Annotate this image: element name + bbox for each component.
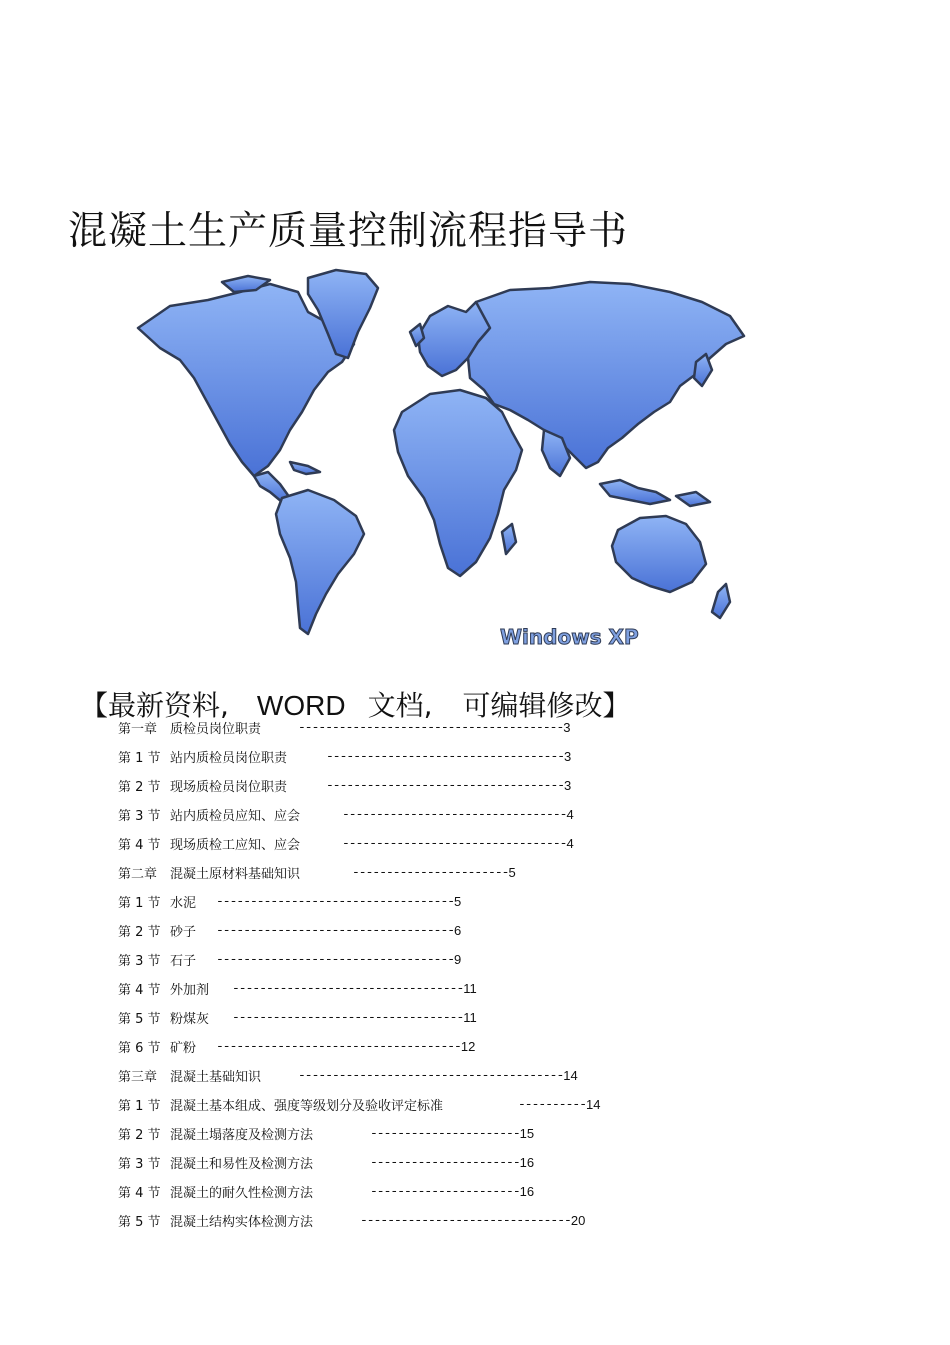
subtitle-middle: 文档, (367, 689, 433, 722)
toc-entry-number: 第 6 节 (118, 1040, 161, 1056)
toc-entry-label: 现场质检工应知、应会 (170, 837, 301, 853)
toc-entry (118, 1035, 475, 1057)
subtitle-open: 【最新资料, (80, 689, 229, 722)
toc-entry-page: 3 (564, 748, 572, 764)
document-title: 混凝土生产质量控制流程指导书 (68, 209, 629, 254)
toc-leader-dashes: ------------------------------- (360, 1212, 571, 1228)
toc-entry (118, 774, 571, 796)
toc-entry (118, 1209, 585, 1231)
toc-entry-label: 混凝土结构实体检测方法 (170, 1214, 314, 1230)
toc-entry-label: 砂子 (170, 924, 197, 940)
toc-entry-label: 混凝土塌落度及检测方法 (170, 1127, 314, 1143)
toc-leader-dashes: ---------- (518, 1096, 587, 1112)
toc-entry-number: 第 4 节 (118, 837, 161, 853)
toc-entry (118, 948, 461, 970)
new-guinea-shape (676, 492, 710, 506)
toc-entry-page: 4 (566, 806, 574, 822)
toc-entry-label: 水泥 (170, 895, 197, 911)
toc-entry-page: 16 (519, 1154, 535, 1170)
toc-leader-dashes: ----------------------------------- (326, 748, 565, 764)
toc-entry-number: 第 1 节 (118, 750, 161, 766)
toc-entry (118, 890, 461, 912)
toc-entry-number: 第 3 节 (118, 1156, 161, 1172)
toc-entry-page: 3 (563, 719, 571, 735)
toc-entry-number: 第 2 节 (118, 924, 161, 940)
toc-entry (118, 832, 574, 854)
madagascar-shape (502, 524, 516, 554)
toc-entry-page: 20 (570, 1212, 586, 1228)
toc-entry-label: 混凝土和易性及检测方法 (170, 1156, 314, 1172)
toc-entry (118, 1093, 600, 1115)
toc-leader-dashes: ----------------------------------- (216, 951, 455, 967)
toc-entry-label: 混凝土基础知识 (170, 1069, 262, 1085)
toc-entry-page: 5 (454, 893, 462, 909)
world-map-image (130, 262, 755, 657)
new-zealand-shape (712, 584, 730, 618)
toc-entry-number: 第 5 节 (118, 1214, 161, 1230)
toc-leader-dashes: ----------------------------------- (326, 777, 565, 793)
toc-entry-number: 第 4 节 (118, 1185, 161, 1201)
toc-entry-label: 站内质检员岗位职责 (170, 750, 288, 766)
toc-entry-label: 粉煤灰 (170, 1011, 210, 1027)
toc-entry-number: 第 1 节 (118, 1098, 161, 1114)
toc-entry-page: 15 (519, 1125, 535, 1141)
toc-leader-dashes: --------------------------------------- (298, 719, 564, 735)
toc-entry-page: 11 (463, 980, 477, 996)
toc-leader-dashes: ---------------------- (370, 1183, 520, 1199)
toc-entry-label: 外加剂 (170, 982, 210, 998)
toc-entry-number: 第 3 节 (118, 808, 161, 824)
south-america-shape (276, 490, 364, 634)
toc-entry-number: 第二章 (118, 866, 158, 882)
toc-entry-number: 第 2 节 (118, 779, 161, 795)
toc-entry-number: 第三章 (118, 1069, 158, 1085)
toc-leader-dashes: --------------------------------- (342, 835, 567, 851)
toc-leader-dashes: ---------------------- (370, 1125, 520, 1141)
toc-leader-dashes: ---------------------------------- (232, 980, 464, 996)
toc-entry-page: 5 (508, 864, 516, 880)
toc-entry-number: 第 1 节 (118, 895, 161, 911)
toc-entry-label: 质检员岗位职责 (170, 721, 262, 737)
toc-entry (118, 716, 570, 738)
toc-leader-dashes: ----------------------------------- (216, 922, 455, 938)
toc-entry (118, 977, 477, 999)
map-watermark: Windows XP (500, 625, 639, 649)
toc-entry (118, 1122, 534, 1144)
toc-entry (118, 919, 461, 941)
toc-entry-page: 14 (586, 1096, 601, 1112)
toc-entry-label: 现场质检员岗位职责 (170, 779, 288, 795)
toc-entry-label: 混凝土基本组成、强度等级划分及验收评定标准 (170, 1098, 444, 1114)
subtitle-close: 可编辑修改】 (462, 689, 631, 722)
toc-leader-dashes: ------------------------------------ (216, 1038, 461, 1054)
toc-entry-page: 12 (460, 1038, 476, 1054)
toc-entry (118, 1151, 534, 1173)
toc-entry-number: 第 4 节 (118, 982, 161, 998)
toc-entry (118, 745, 571, 767)
toc-entry-page: 4 (566, 835, 574, 851)
toc-entry-label: 混凝土的耐久性检测方法 (170, 1185, 314, 1201)
toc-entry-page: 14 (563, 1067, 578, 1083)
toc-entry (118, 1006, 477, 1028)
toc-entry-label: 站内质检员应知、应会 (170, 808, 301, 824)
toc-entry-label: 矿粉 (170, 1040, 197, 1056)
toc-leader-dashes: ----------------------------------- (216, 893, 455, 909)
toc-entry (118, 1180, 534, 1202)
toc-entry-page: 11 (463, 1009, 477, 1025)
toc-entry (118, 1064, 578, 1086)
toc-leader-dashes: --------------------------------- (342, 806, 567, 822)
toc-leader-dashes: --------------------------------------- (298, 1067, 564, 1083)
toc-entry-page: 16 (519, 1183, 535, 1199)
toc-entry-number: 第 3 节 (118, 953, 161, 969)
australia-shape (612, 516, 706, 592)
toc-entry (118, 861, 516, 883)
toc-entry-page: 9 (454, 951, 462, 967)
toc-entry-number: 第 2 节 (118, 1127, 161, 1143)
subtitle-word: WORD (256, 690, 346, 721)
toc-entry-page: 6 (454, 922, 462, 938)
caribbean-shape (290, 462, 320, 474)
toc-entry-number: 第一章 (118, 721, 158, 737)
toc-entry-page: 3 (564, 777, 572, 793)
toc-entry-number: 第 5 节 (118, 1011, 161, 1027)
toc-leader-dashes: ----------------------- (352, 864, 509, 880)
indonesia-shape (600, 480, 670, 504)
toc-leader-dashes: ---------------------------------- (232, 1009, 464, 1025)
toc-entry-label: 混凝土原材料基础知识 (170, 866, 301, 882)
africa-shape (394, 390, 522, 576)
toc-entry-label: 石子 (170, 953, 197, 969)
toc-leader-dashes: ---------------------- (370, 1154, 520, 1170)
toc-entry (118, 803, 574, 825)
